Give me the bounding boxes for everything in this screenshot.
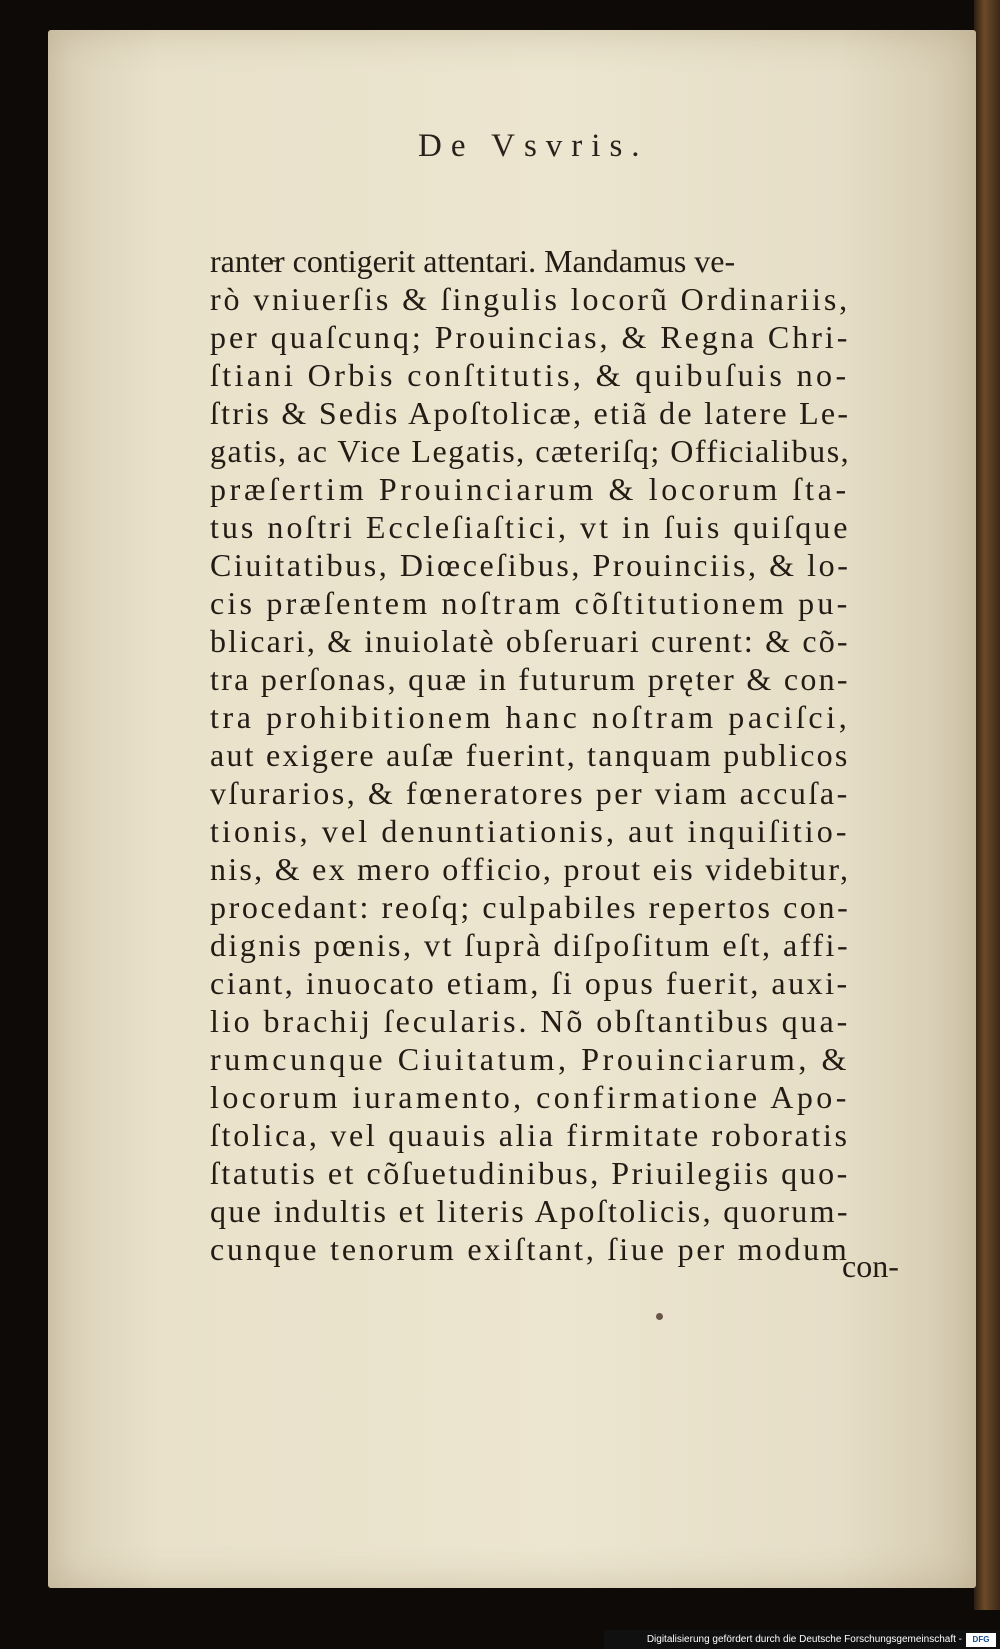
running-head: De Vsvris. <box>418 128 649 164</box>
digitization-footer <box>604 1630 1000 1649</box>
text-line: præſertim Prouinciarum & locorum ſta- <box>210 471 850 507</box>
text-line: tionis, vel denuntiationis, aut inquiſitio- <box>210 813 850 849</box>
text-line: ſtris & Sedis Apoſtolicæ, etiã de latere Le- <box>210 395 851 431</box>
text-line: ſtiani Orbis conſtitutis, & quibuſuis no- <box>210 357 850 393</box>
text-line: cunque tenorum exiſtant, ſiue per modum <box>210 1231 850 1267</box>
text-line: blicari, & inuiolatè obſeruari curent: & cõ- <box>210 623 850 659</box>
text-line: procedant: reoſq; culpabiles repertos con- <box>210 889 851 925</box>
book-spine-edge <box>974 0 1000 1610</box>
text-line: vſurarios, & fœneratores per viam accuſa- <box>210 775 850 811</box>
text-line: rò vniuerſis & ſingulis locorũ Ordinariis, <box>210 281 851 317</box>
page-blemish <box>656 1313 663 1320</box>
text-line: gatis, ac Vice Legatis, cæteriſq; Officialibus, <box>210 433 851 469</box>
text-line: ſtatutis et cõſuetudinibus, Priuilegiis quo- <box>210 1155 850 1191</box>
text-line: Ciuitatibus, Diœceſibus, Prouinciis, & lo- <box>210 547 851 583</box>
text-line: rumcunque Ciuitatum, Prouinciarum, & <box>210 1041 851 1077</box>
text-line: cis præſentem noſtram cõſtitutionem pu- <box>210 585 851 621</box>
text-line: lio brachij ſecularis. Nõ obſtantibus qua- <box>210 1003 851 1039</box>
text-line: per quaſcunq; Prouincias, & Regna Chri- <box>210 319 851 355</box>
text-line: dignis pœnis, vt ſuprà diſpoſitum eſt, affi- <box>210 927 851 963</box>
dfg-logo: DFG <box>966 1633 996 1647</box>
text-line: nis, & ex mero officio, prout eis videbitur, <box>210 851 851 887</box>
text-line: aut exigere auſæ fuerint, tanquam publicos <box>210 737 850 773</box>
footer-credit-text: Digitalisierung gefördert durch die Deutsche Forschungsgemeinschaft - <box>646 1634 962 1645</box>
text-line: tus noſtri Eccleſiaſtici, vt in ſuis quiſque <box>210 509 851 545</box>
text-line: ſtolica, vel quauis alia firmitate roboratis <box>210 1117 850 1153</box>
text-line: que indultis et literis Apoſtolicis, quorum- <box>210 1193 850 1229</box>
text-line: tra prohibitionem hanc noſtram paciſci, <box>210 699 851 735</box>
text-line: ciant, inuocato etiam, ſi opus fuerit, auxi- <box>210 965 850 1001</box>
text-line: ranter contigerit attentari. Mandamus ve- <box>210 243 736 279</box>
text-line: tra perſonas, quæ in futurum pręter & con- <box>210 661 850 697</box>
text-line: locorum iuramento, confirmatione Apo- <box>210 1079 850 1115</box>
catchword: con- <box>842 1248 899 1284</box>
